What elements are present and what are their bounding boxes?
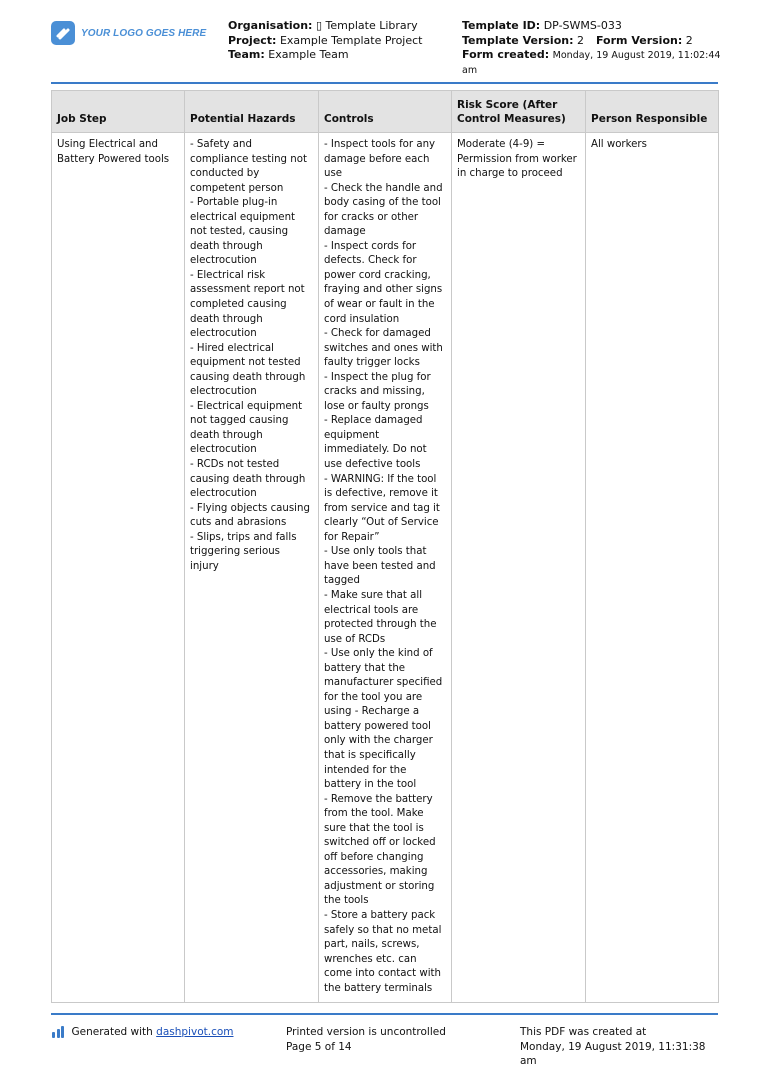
dashpivot-link[interactable]: dashpivot.com [156, 1026, 234, 1038]
cell-line: - Make sure that all [324, 589, 423, 601]
cell-line: protected through the [324, 619, 437, 631]
cell-line: - Inspect the plug for [324, 371, 431, 383]
table-header-row [52, 91, 719, 133]
dashpivot-icon [52, 1026, 66, 1038]
cell-line: - RCDs not tested [190, 459, 280, 471]
cell-line: of wear or fault in the [324, 299, 435, 311]
cell-line: manufacturer specified [324, 677, 443, 689]
cell-line: electrocution [190, 386, 257, 398]
cell-line: adjustment or storing [324, 880, 435, 892]
cell-line: battery that the [324, 662, 406, 674]
col-header-controls: Controls [319, 91, 452, 133]
cell-line: accessories, making [324, 866, 428, 878]
cell-line: damage [324, 226, 366, 238]
cell-line: - WARNING: If the tool [324, 473, 437, 485]
cell-line: death through [190, 313, 263, 325]
template-info [462, 19, 722, 78]
cell-line: injury [190, 560, 219, 572]
cell-line: electrocution [190, 444, 257, 456]
cell-line: electrocution [190, 488, 257, 500]
cell-line: clearly “Out of Service [324, 517, 439, 529]
cell-line: electrocution [190, 255, 257, 267]
cell-line: cuts and abrasions [190, 517, 287, 529]
cell-line: for cracks or other [324, 211, 419, 223]
cell-line: causing death through [190, 371, 306, 383]
cell-line: Moderate (4-9) = [457, 139, 546, 150]
cell-line: use defective tools [324, 459, 421, 471]
cell-line: using - Recharge a [324, 706, 420, 718]
organisation-label: Organisation: [228, 19, 313, 32]
template-id-label: Template ID: [462, 19, 541, 32]
cell-line: that is specifically [324, 749, 416, 761]
cell-line: not tested, causing [190, 226, 289, 238]
cell-line: safely so that no metal [324, 924, 442, 936]
cell-line: electrical equipment [190, 211, 296, 223]
cell-line: Using Electrical and [57, 139, 158, 150]
form-created-label: Form created: [462, 48, 550, 61]
cell-line: compliance testing not [190, 153, 307, 165]
cell-line: equipment [324, 429, 380, 441]
cell-hazards [185, 133, 319, 1003]
col-header-hazards: Potential Hazards [185, 91, 319, 133]
generated-with [52, 1025, 234, 1040]
cell-line: - Replace damaged [324, 415, 423, 427]
cell-line: come into contact with [324, 968, 441, 980]
cell-line: - Flying objects causing [190, 502, 310, 514]
template-id-value: DP-SWMS-033 [543, 19, 622, 32]
logo-icon [51, 21, 75, 45]
cell-line: Permission from worker [457, 153, 577, 165]
pdf-created-date: Monday, 19 August 2019, 11:31:38 [520, 1040, 706, 1053]
col-header-person: Person Responsible [586, 91, 719, 133]
cell-line: - Portable plug-in [190, 197, 278, 209]
cell-line: - Use only the kind of [324, 648, 433, 660]
cell-line: - Hired electrical [190, 342, 274, 354]
cell-line: - Remove the battery [324, 793, 433, 805]
cell-line: - Safety and [190, 139, 252, 150]
cell-line: electrical tools are [324, 604, 419, 616]
col-header-job-step: Job Step [52, 91, 185, 133]
cell-line: cord insulation [324, 313, 400, 325]
cell-line: fraying and other signs [324, 284, 443, 296]
cell-line: use of RCDs [324, 633, 386, 645]
header-divider [51, 82, 718, 84]
cell-line: the battery terminals [324, 982, 433, 994]
form-created-value: Monday, 19 August 2019, 11:02:44 [552, 50, 721, 61]
cell-line: - Store a battery pack [324, 909, 436, 921]
cell-line: faulty trigger locks [324, 357, 420, 369]
cell-line: - Inspect tools for any [324, 139, 436, 150]
cell-line: tagged [324, 575, 360, 587]
cell-line: Battery Powered tools [57, 153, 170, 165]
cell-line: lose or faulty prongs [324, 400, 429, 412]
cell-line: - Check the handle and [324, 182, 443, 194]
pdf-created [520, 1025, 720, 1069]
cell-line: - Electrical risk [190, 269, 266, 281]
company-logo [51, 21, 206, 45]
cell-line: sure that the tool is [324, 822, 424, 834]
cell-line: from service and tag it [324, 502, 440, 514]
cell-line: damage before each [324, 153, 430, 165]
form-version-value: 2 [685, 33, 693, 47]
cell-line: - Check for damaged [324, 328, 431, 340]
project-value: Example Template Project [279, 33, 423, 47]
cell-line: battery powered tool [324, 720, 431, 732]
footer-divider [51, 1013, 718, 1015]
cell-line: assessment report not [190, 284, 305, 296]
cell-line: body casing of the tool [324, 197, 441, 209]
cell-line: intended for the [324, 764, 407, 776]
cell-line: have been tested and [324, 560, 436, 572]
organisation-info [228, 19, 423, 63]
cell-person [586, 133, 719, 1003]
team-value: Example Team [268, 48, 349, 61]
form-version-label: Form Version: [595, 33, 683, 47]
cell-risk [452, 133, 586, 1003]
print-uncontrolled: Printed version is uncontrolled [286, 1026, 446, 1038]
cell-line: only with the charger [324, 735, 433, 747]
cell-line: power cord cracking, [324, 269, 431, 281]
cell-line: competent person [190, 182, 284, 194]
cell-line: - Inspect cords for [324, 240, 417, 252]
pdf-created-label: This PDF was created at [520, 1026, 647, 1038]
pdf-created-date-cont: am [520, 1055, 537, 1067]
project-label: Project: [228, 33, 277, 47]
table-row [52, 133, 719, 1003]
cell-line: in charge to proceed [457, 168, 563, 180]
cell-line: off before changing [324, 851, 424, 863]
organisation-value: ▯ Template Library [315, 19, 418, 32]
cell-line: cracks and missing, [324, 386, 425, 398]
page-number: Page 5 of 14 [286, 1040, 352, 1053]
cell-line: switched off or locked [324, 837, 436, 849]
cell-line: death through [190, 240, 263, 252]
cell-line: completed causing [190, 299, 287, 311]
template-version-value: 2 [576, 33, 584, 47]
cell-line: equipment not tested [190, 357, 301, 369]
cell-job-step [52, 133, 185, 1003]
cell-line: - Electrical equipment [190, 400, 303, 412]
form-created-value-cont: am [462, 64, 478, 76]
cell-line: the tools [324, 895, 369, 907]
cell-line: switches and ones with [324, 342, 443, 354]
cell-controls [319, 133, 452, 1003]
team-label: Team: [228, 48, 265, 61]
cell-line: - Use only tools that [324, 546, 427, 558]
template-version-label: Template Version: [462, 33, 574, 47]
cell-line: electrocution [190, 328, 257, 340]
cell-line: defects. Check for [324, 255, 417, 267]
cell-line: is defective, remove it [324, 488, 438, 500]
cell-line: for the tool you are [324, 691, 423, 703]
cell-line: wrenches etc. can [324, 953, 417, 965]
page-header [0, 0, 768, 84]
cell-line: All workers [591, 139, 647, 150]
logo-text: YOUR LOGO GOES HERE [81, 27, 207, 39]
cell-line: - Slips, trips and falls [190, 531, 297, 543]
cell-line: for Repair” [324, 531, 380, 543]
cell-line: death through [190, 429, 263, 441]
swms-table [51, 90, 719, 1003]
cell-line: immediately. Do not [324, 444, 427, 456]
cell-line: causing death through [190, 473, 306, 485]
cell-line: battery in the tool [324, 779, 417, 791]
cell-line: not tagged causing [190, 415, 289, 427]
print-notice [286, 1025, 446, 1054]
cell-line: conducted by [190, 168, 260, 180]
cell-line: triggering serious [190, 546, 280, 558]
col-header-risk: Risk Score (After Control Measures) [452, 91, 586, 133]
generated-prefix: Generated with [71, 1026, 153, 1038]
cell-line: part, nails, screws, [324, 939, 420, 951]
cell-line: use [324, 168, 343, 180]
cell-line: from the tool. Make [324, 808, 424, 820]
